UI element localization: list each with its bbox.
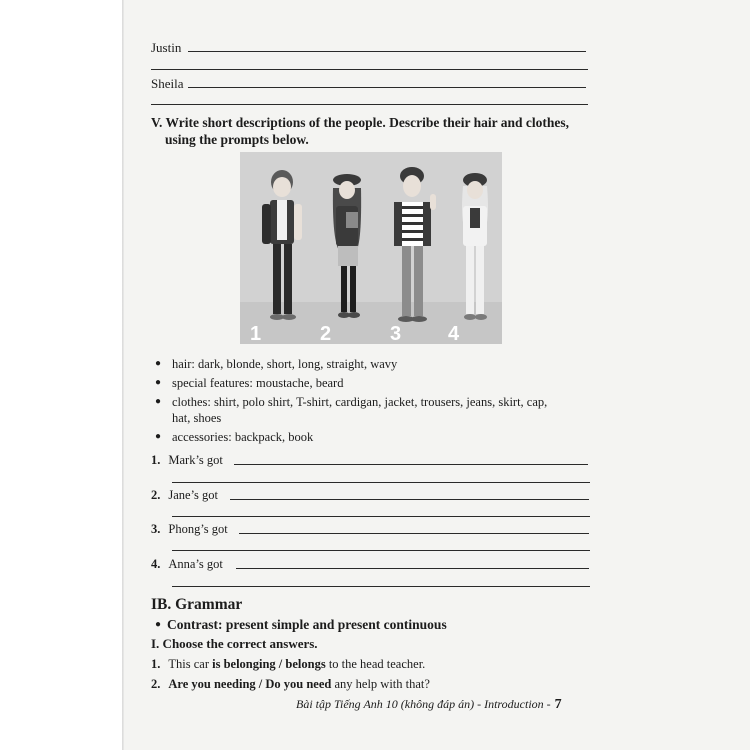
bullet-dot: ●: [155, 377, 162, 388]
prompt-text: accessories: backpack, book: [172, 430, 314, 444]
prompt-text: hair: dark, blonde, short, long, straight, wavy: [172, 357, 398, 371]
question-number: 2.: [151, 677, 161, 691]
prompt-text: special features: moustache, beard: [172, 376, 344, 390]
answer-line: [239, 533, 589, 534]
item-number: 2.: [151, 488, 161, 502]
question-1: [151, 657, 425, 672]
grammar-section-title: IB. Grammar: [151, 596, 243, 613]
answer-line: [188, 87, 586, 88]
answer-line: [230, 499, 589, 500]
answer-line: [172, 586, 590, 587]
page-number: 7: [554, 697, 562, 712]
answer-line: [172, 516, 590, 517]
answer-line: [188, 51, 586, 52]
item-text: Anna’s got: [168, 557, 223, 571]
item-4: [151, 557, 223, 572]
name-justin: Justin: [151, 40, 182, 55]
bullet-dot: ●: [155, 358, 162, 369]
item-number: 1.: [151, 453, 161, 467]
prompt-text: clothes: shirt, polo shirt, T-shirt, cardigan, jacket, trousers, jeans, skirt, cap,: [172, 395, 548, 409]
page-footer: [296, 697, 562, 713]
exercise-i-title: I. Choose the correct answers.: [151, 636, 318, 651]
grammar-subtitle: [155, 616, 447, 635]
answer-line: [151, 104, 588, 105]
figure-number-1: 1: [250, 323, 262, 344]
prompt-text: hat, shoes: [172, 411, 222, 425]
item-text: Phong’s got: [168, 522, 228, 536]
item-1: [151, 453, 223, 468]
answer-choices: Are you needing / Do you need: [168, 677, 332, 691]
exercise-v-heading-line1: V. Write short descriptions of the people. Describe their hair and clothes,: [151, 115, 569, 130]
prompt-accessories: [155, 429, 595, 445]
people-illustration: [240, 152, 502, 344]
prompt-hair: [155, 356, 595, 372]
question-text: to the head teacher.: [325, 657, 426, 671]
bullet-dot: ●: [155, 396, 162, 407]
figure-number-2: 2: [320, 323, 332, 344]
answer-line: [172, 482, 590, 483]
question-2: [151, 677, 430, 692]
prompt-clothes: [155, 394, 600, 426]
footer-text: Bài tập Tiếng Anh 10 (không đáp án) - Introduction -: [296, 697, 551, 711]
question-number: 1.: [151, 657, 161, 671]
item-number: 3.: [151, 522, 161, 536]
figure-number-3: 3: [390, 323, 402, 344]
question-text: any help with that?: [331, 677, 430, 691]
answer-line: [236, 568, 589, 569]
item-text: Mark’s got: [168, 453, 223, 467]
bullet-dot: ●: [155, 619, 162, 630]
name-sheila: Sheila: [151, 76, 184, 91]
figure-number-4: 4: [448, 323, 460, 344]
item-text: Jane’s got: [168, 488, 219, 502]
bullet-dot: ●: [155, 431, 162, 442]
answer-line: [234, 464, 588, 465]
item-number: 4.: [151, 557, 161, 571]
prompt-special-features: [155, 375, 595, 391]
answer-choices: is belonging / belongs: [212, 657, 326, 671]
question-text: This car: [168, 657, 213, 671]
grammar-subtitle-text: Contrast: present simple and present continuous: [167, 617, 447, 632]
exercise-v-heading-line2: using the prompts below.: [165, 132, 309, 147]
item-3: [151, 522, 228, 537]
answer-line: [151, 69, 588, 70]
item-2: [151, 488, 218, 503]
answer-line: [172, 550, 590, 551]
